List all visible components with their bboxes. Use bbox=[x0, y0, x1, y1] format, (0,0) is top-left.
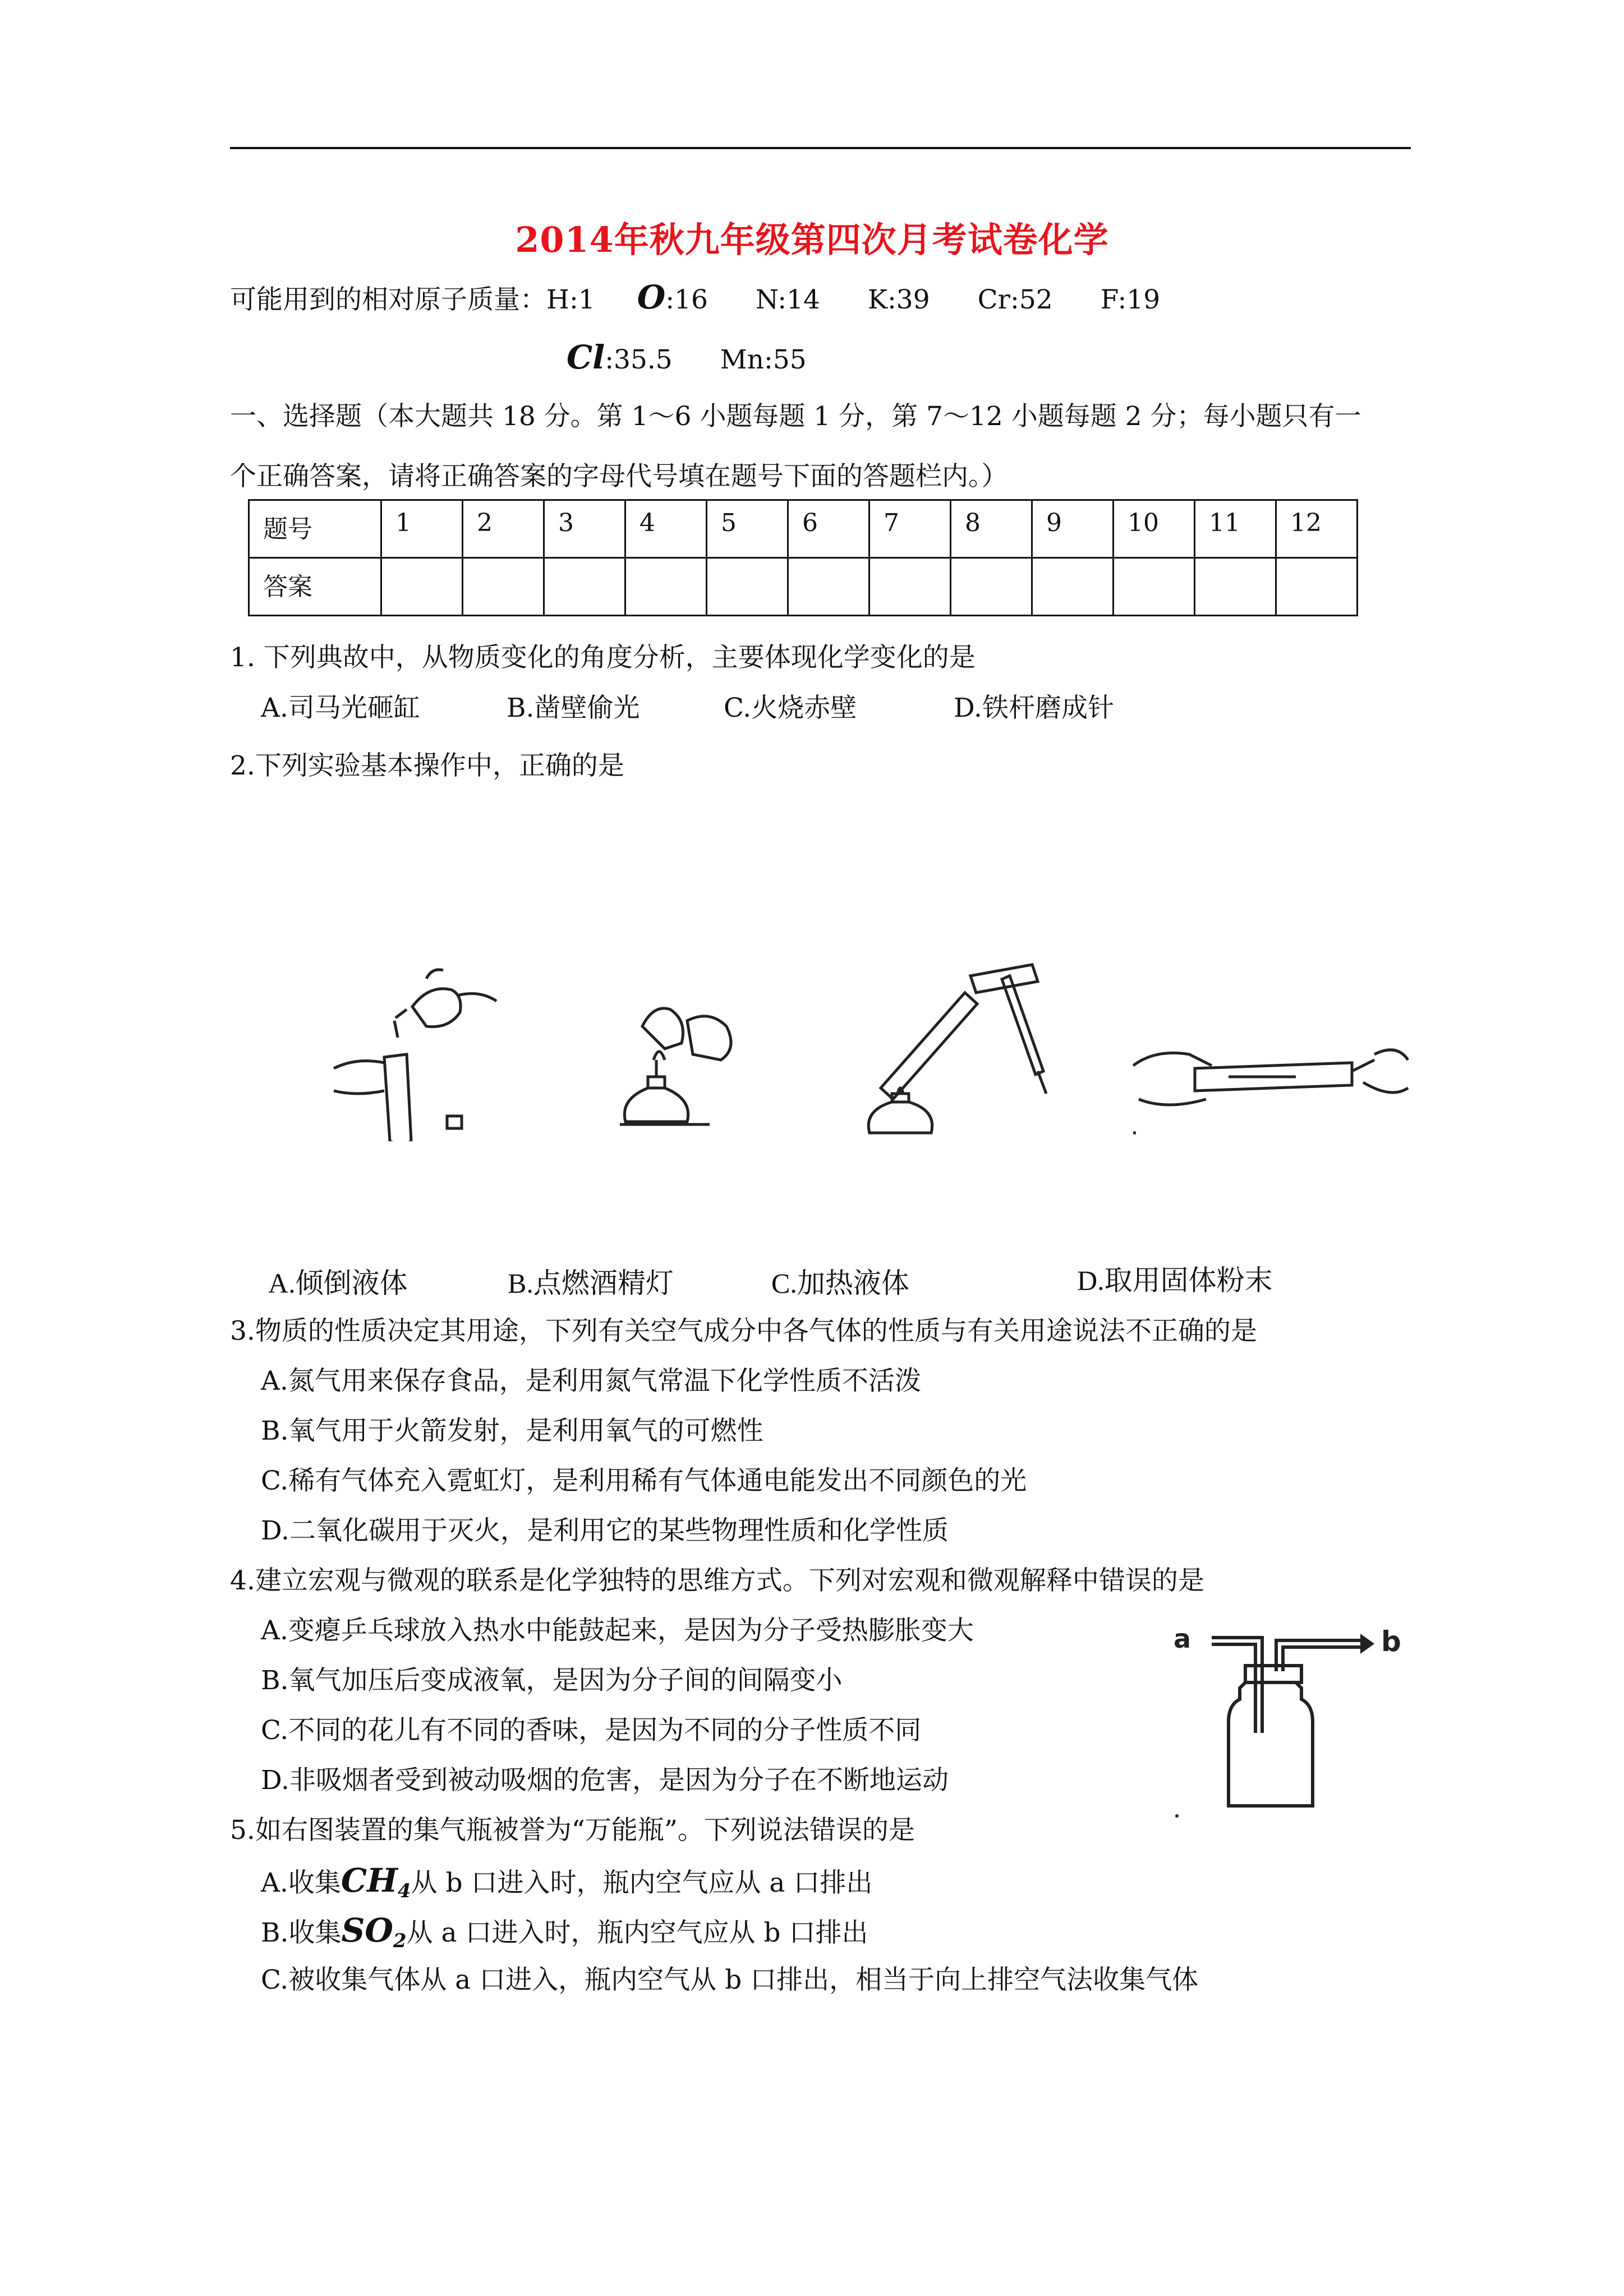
answer-cell[interactable] bbox=[869, 558, 951, 616]
table-cell-number: 6 bbox=[788, 500, 869, 558]
mass-cr: Cr:52 bbox=[977, 284, 1053, 315]
atomic-mass-line-2 bbox=[567, 340, 807, 377]
formula-so2: SO bbox=[341, 1911, 393, 1949]
answer-cell[interactable] bbox=[788, 558, 869, 616]
q5-b-prefix: B.收集 bbox=[261, 1917, 342, 1948]
answer-cell[interactable] bbox=[544, 558, 625, 616]
answer-table-answer-row bbox=[249, 558, 1358, 616]
pouring-liquid-figure bbox=[323, 956, 508, 1141]
q2-option-c: C.加热液体 bbox=[771, 1267, 909, 1299]
page-title: 2014年秋九年级第四次月考试卷化学 bbox=[515, 219, 1109, 260]
mass-f: F:19 bbox=[1100, 284, 1161, 315]
q2-option-a: A.倾倒液体 bbox=[268, 1267, 408, 1299]
q4-stem: 4.建立宏观与微观的联系是化学独特的思维方式。下列对宏观和微观解释中错误的是 bbox=[230, 1565, 1204, 1596]
table-cell-number: 2 bbox=[463, 500, 544, 558]
q5-option-a bbox=[261, 1861, 873, 1908]
section1-line2: 个正确答案，请将正确答案的字母代号填在题号下面的答题栏内。） bbox=[230, 461, 1008, 492]
q2-option-b: B.点燃酒精灯 bbox=[508, 1267, 674, 1299]
q3-option-a: A.氮气用来保存食品，是利用氮气常温下化学性质不活泼 bbox=[261, 1366, 921, 1396]
formula-ch4: CH bbox=[341, 1861, 398, 1899]
q1-option-d: D.铁杆磨成针 bbox=[954, 693, 1114, 723]
q5-a-prefix: A.收集 bbox=[261, 1868, 341, 1898]
alcohol-lamp-figure bbox=[603, 987, 755, 1138]
table-cell-number: 12 bbox=[1276, 500, 1358, 558]
answer-table-number-row bbox=[249, 500, 1358, 558]
mass-h: H:1 bbox=[546, 284, 595, 315]
q1-option-c: C.火烧赤壁 bbox=[724, 693, 857, 723]
q5-option-c: C.被收集气体从 a 口进入，瓶内空气从 b 口排出，相当于向上排空气法收集气体 bbox=[261, 1965, 1199, 1995]
answer-cell[interactable] bbox=[1195, 558, 1276, 616]
answer-cell[interactable] bbox=[1276, 558, 1358, 616]
q4-option-d: D.非吸烟者受到被动吸烟的危害，是因为分子在不断地运动 bbox=[261, 1765, 949, 1796]
q2-stem: 2.下列实验基本操作中，正确的是 bbox=[230, 750, 624, 781]
table-cell-label: 答案 bbox=[249, 558, 381, 616]
heating-liquid-figure bbox=[858, 953, 1071, 1144]
q3-stem: 3.物质的性质决定其用途，下列有关空气成分中各气体的性质与有关用途说法不正确的是 bbox=[230, 1316, 1257, 1347]
symbol-o: O bbox=[637, 278, 666, 316]
mass-cl: :35.5 bbox=[605, 344, 673, 375]
atomic-mass-line bbox=[230, 280, 1160, 317]
table-cell-number: 11 bbox=[1195, 500, 1276, 558]
mass-mn: Mn:55 bbox=[720, 344, 807, 375]
header-rule bbox=[230, 147, 1411, 149]
q4-option-b: B.氧气加压后变成液氧，是因为分子间的间隔变小 bbox=[261, 1665, 843, 1696]
q4-option-c: C.不同的花儿有不同的香味，是因为不同的分子性质不同 bbox=[261, 1715, 922, 1746]
q5-option-b bbox=[261, 1911, 868, 1958]
q5-stem: 5.如右图装置的集气瓶被誉为“万能瓶”。下列说法错误的是 bbox=[230, 1815, 915, 1846]
formula-so2-subscript: 2 bbox=[393, 1930, 407, 1952]
formula-ch4-subscript: 4 bbox=[397, 1880, 411, 1902]
q3-option-b: B.氧气用于火箭发射，是利用氧气的可燃性 bbox=[261, 1416, 763, 1446]
bottle-port-a-label: a bbox=[1174, 1624, 1191, 1654]
answer-table bbox=[248, 499, 1358, 616]
powder-sampling-figure bbox=[1128, 1021, 1414, 1144]
section1-line1: 一、选择题（本大题共 18 分。第 1～6 小题每题 1 分，第 7～12 小题每题 2 分；每小题只有一 bbox=[230, 401, 1361, 432]
gas-collecting-bottle-figure bbox=[1172, 1615, 1414, 1828]
table-cell-number: 9 bbox=[1032, 500, 1114, 558]
table-cell-number: 1 bbox=[381, 500, 463, 558]
mass-k: K:39 bbox=[867, 284, 930, 315]
answer-cell[interactable] bbox=[707, 558, 788, 616]
q1-stem: 1. 下列典故中，从物质变化的角度分析，主要体现化学变化的是 bbox=[230, 642, 976, 673]
answer-cell[interactable] bbox=[1114, 558, 1195, 616]
mass-o: :16 bbox=[665, 284, 708, 315]
q3-option-c: C.稀有气体充入霓虹灯，是利用稀有气体通电能发出不同颜色的光 bbox=[261, 1465, 1027, 1496]
table-cell-number: 7 bbox=[869, 500, 951, 558]
answer-cell[interactable] bbox=[1032, 558, 1114, 616]
table-cell-label: 题号 bbox=[249, 500, 381, 558]
atomic-mass-label: 可能用到的相对原子质量： bbox=[230, 284, 546, 315]
q5-a-text: 从 b 口进入时，瓶内空气应从 a 口排出 bbox=[411, 1868, 873, 1898]
answer-cell[interactable] bbox=[625, 558, 707, 616]
mass-n: N:14 bbox=[755, 284, 820, 315]
q2-option-d: D.取用固体粉末 bbox=[1077, 1265, 1273, 1296]
table-cell-number: 5 bbox=[707, 500, 788, 558]
table-cell-number: 10 bbox=[1114, 500, 1195, 558]
q5-b-text: 从 a 口进入时，瓶内空气应从 b 口排出 bbox=[406, 1917, 868, 1948]
answer-cell[interactable] bbox=[951, 558, 1032, 616]
answer-cell[interactable] bbox=[463, 558, 544, 616]
q1-option-b: B.凿壁偷光 bbox=[507, 693, 640, 723]
q3-option-d: D.二氧化碳用于灭火，是利用它的某些物理性质和化学性质 bbox=[261, 1515, 949, 1546]
table-cell-number: 3 bbox=[544, 500, 625, 558]
symbol-cl: Cl bbox=[567, 338, 605, 376]
bottle-port-b-label: b bbox=[1381, 1625, 1401, 1658]
answer-cell[interactable] bbox=[381, 558, 463, 616]
table-cell-number: 8 bbox=[951, 500, 1032, 558]
table-cell-number: 4 bbox=[625, 500, 707, 558]
q1-option-a: A.司马光砸缸 bbox=[261, 693, 420, 723]
q4-option-a: A.变瘪乒乓球放入热水中能鼓起来，是因为分子受热膨胀变大 bbox=[261, 1615, 974, 1646]
